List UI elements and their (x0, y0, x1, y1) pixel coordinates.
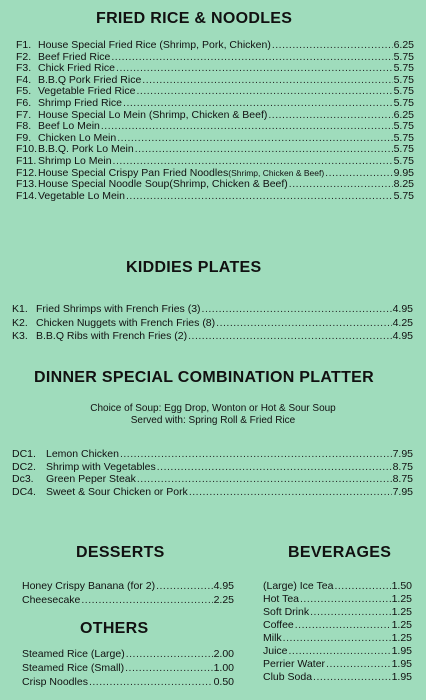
leader-dots (216, 317, 391, 329)
item-name: Beef Fried Rice (38, 50, 111, 63)
menu-item-row (16, 155, 414, 167)
item-name: Steamed Rice (Small) (22, 662, 125, 674)
leader-dots (283, 632, 391, 644)
item-name: Juice (263, 645, 288, 657)
menu-item-row (16, 74, 414, 86)
item-price: 1.95 (391, 658, 412, 670)
item-price: 5.75 (393, 50, 414, 63)
item-name: Sweet & Sour Chicken or Pork (46, 485, 188, 498)
item-price: 6.25 (393, 39, 414, 51)
menu-item-row (16, 167, 414, 179)
menu-item-row (22, 648, 234, 660)
menu-item-row (12, 303, 413, 315)
item-name: Coffee (263, 619, 294, 631)
item-code: F14. (16, 189, 38, 202)
leader-dots (272, 39, 393, 51)
item-code: F11. (16, 155, 37, 167)
item-name: Honey Crispy Banana (for 2) (22, 580, 156, 592)
item-code: F9. (16, 131, 32, 144)
item-name: Crisp Noodles (22, 676, 88, 688)
item-name: Perrier Water (263, 658, 326, 670)
leader-dots (89, 676, 213, 688)
menu-item-row (12, 448, 413, 460)
leader-dots (136, 85, 392, 97)
item-price: 1.25 (391, 606, 412, 618)
item-code: DC2. (12, 460, 36, 473)
leader-dots (300, 593, 391, 605)
item-name: Shrimp Fried Rice (38, 97, 123, 109)
leader-dots (325, 167, 392, 179)
item-name: Cheesecake (22, 594, 81, 606)
menu-item-row (16, 97, 414, 109)
item-code: K2. (12, 316, 28, 329)
item-price: 4.95 (213, 580, 234, 592)
item-name: House Special Noodle Soup(Shrimp, Chicken & Beef) (38, 178, 288, 191)
menu-item-row (16, 178, 414, 190)
item-code: F7. (16, 108, 32, 121)
item-price: 5.75 (393, 62, 414, 75)
item-code: F2. (16, 50, 32, 63)
item-name: House Special Lo Mein (Shrimp, Chicken & Beef) (38, 108, 268, 121)
item-price: 8.75 (392, 460, 413, 473)
menu-item-row (16, 190, 414, 202)
leader-dots (189, 486, 392, 498)
menu-item-row (16, 39, 414, 51)
item-name: B.B.Q. Pork Lo Mein (38, 143, 134, 156)
menu-item-row (263, 671, 412, 683)
item-name: Milk (263, 632, 282, 644)
item-name: Club Soda (263, 671, 313, 683)
menu-item-row (263, 619, 412, 631)
item-name: Green Peper Steak (46, 473, 136, 485)
item-name: Shrimp Lo Mein (38, 155, 112, 167)
menu-item-row (16, 62, 414, 74)
menu-item-row (22, 594, 234, 606)
leader-dots (268, 109, 392, 121)
menu-item-row (22, 662, 234, 674)
leader-dots (289, 645, 391, 657)
desserts-heading: DESSERTS (76, 544, 165, 561)
item-code: F3. (16, 62, 32, 75)
item-price: 8.25 (393, 178, 414, 191)
item-code: F13. (16, 178, 38, 191)
leader-dots (113, 155, 393, 167)
item-price: 5.75 (393, 143, 414, 156)
item-name: Chicken Nuggets with French Fries (8) (36, 316, 216, 329)
leader-dots (326, 658, 391, 670)
leader-dots (101, 120, 393, 132)
item-code: Dc3. (12, 473, 34, 485)
menu-item-row (16, 85, 414, 97)
leader-dots (156, 580, 213, 592)
item-name: Chick Fried Rice (38, 62, 116, 75)
others-heading: OTHERS (80, 620, 149, 637)
leader-dots (157, 461, 392, 473)
leader-dots (81, 594, 212, 606)
leader-dots (123, 97, 393, 109)
served-with-note: Served with: Spring Roll & Fried Rice (130, 415, 296, 426)
item-name-detail: (Shrimp, Chicken & Beef) (228, 167, 325, 178)
item-price: 9.95 (393, 166, 414, 179)
menu-item-row (263, 658, 412, 670)
menu-item-row (22, 580, 234, 592)
item-price: 7.95 (392, 485, 413, 498)
leader-dots (334, 580, 390, 592)
menu-item-row (16, 120, 414, 132)
item-code: F6. (16, 97, 32, 109)
leader-dots (310, 606, 390, 618)
leader-dots (125, 662, 212, 674)
leader-dots (117, 132, 392, 144)
item-price: 7.95 (392, 448, 413, 460)
leader-dots (116, 62, 393, 74)
menu-item-row (12, 486, 413, 498)
item-price: 5.75 (393, 97, 414, 109)
menu-item-row (12, 473, 413, 485)
item-name: Vegetable Lo Mein (38, 189, 125, 202)
item-price: 4.95 (392, 330, 413, 342)
leader-dots (135, 143, 393, 155)
item-name: Hot Tea (263, 593, 299, 605)
leader-dots (137, 473, 392, 485)
leader-dots (120, 448, 392, 460)
leader-dots (313, 671, 391, 683)
leader-dots (289, 178, 393, 190)
leader-dots (111, 51, 392, 63)
menu-item-row (263, 632, 412, 644)
item-price: 5.75 (393, 131, 414, 144)
item-name: Steamed Rice (Large) (22, 648, 125, 660)
leader-dots (126, 190, 393, 202)
menu-item-row (263, 645, 412, 657)
item-name: (Large) Ice Tea (263, 580, 334, 592)
item-code: K1. (12, 303, 28, 315)
item-code: F4. (16, 73, 32, 86)
item-price: 4.25 (392, 316, 413, 329)
menu-item-row (263, 593, 412, 605)
item-price: 1.00 (213, 662, 234, 674)
soup-choice-note: Choice of Soup: Egg Drop, Wonton or Hot & Sour Soup (90, 403, 336, 414)
item-name: B.B.Q Ribs with French Fries (2) (36, 330, 188, 342)
item-price: 1.95 (391, 645, 412, 657)
item-name: House Special Fried Rice (Shrimp, Pork, Chicken) (38, 39, 271, 51)
item-price: 5.75 (393, 189, 414, 202)
item-code: DC4. (12, 485, 36, 498)
item-code: F10. (16, 143, 38, 156)
item-name: Lemon Chicken (46, 448, 119, 460)
dinner-heading: DINNER SPECIAL COMBINATION PLATTER (34, 369, 374, 386)
menu-item-row (12, 461, 413, 473)
item-code: F5. (16, 85, 32, 98)
menu-item-row (12, 330, 413, 342)
item-price: 6.25 (393, 108, 414, 121)
menu-item-row (16, 109, 414, 121)
item-price: 2.00 (213, 648, 234, 660)
menu-item-row (12, 317, 413, 329)
leader-dots (295, 619, 391, 631)
item-name: Beef Lo Mein (38, 120, 100, 133)
item-price: 4.95 (392, 303, 413, 315)
kiddies-heading: KIDDIES PLATES (126, 259, 262, 276)
item-code: F12. (16, 166, 38, 179)
leader-dots (188, 330, 391, 342)
leader-dots (126, 648, 213, 660)
item-code: F8. (16, 120, 32, 133)
item-price: 8.75 (392, 473, 413, 485)
item-price: 5.75 (393, 120, 414, 133)
item-code: K3. (12, 330, 28, 342)
item-price: 1.25 (391, 632, 412, 644)
fried-rice-heading: FRIED RICE & NOODLES (96, 10, 293, 27)
item-name: Fried Shrimps with French Fries (3) (36, 303, 201, 315)
item-price: 1.25 (391, 593, 412, 605)
item-price: 5.75 (393, 73, 414, 86)
item-name: B.B.Q Pork Fried Rice (38, 73, 142, 86)
menu-item-row (16, 143, 414, 155)
item-price: 2.25 (213, 594, 234, 606)
menu-item-row (16, 51, 414, 63)
menu-item-row (263, 580, 412, 592)
item-name: Soft Drink (263, 606, 310, 618)
item-price: 1.95 (391, 671, 412, 683)
menu-item-row (22, 676, 234, 688)
item-name: Shrimp with Vegetables (46, 460, 156, 473)
item-code: F1. (16, 39, 32, 51)
item-name: Vegetable Fried Rice (38, 85, 136, 98)
item-name: House Special Crispy Pan Fried Noodles (38, 166, 229, 179)
leader-dots (202, 303, 392, 315)
item-price: 0.50 (213, 676, 234, 688)
beverages-heading: BEVERAGES (288, 544, 392, 561)
leader-dots (142, 74, 392, 86)
menu-item-row (263, 606, 412, 618)
item-price: 1.25 (391, 619, 412, 631)
item-name: Chicken Lo Mein (38, 131, 117, 144)
item-price: 5.75 (393, 85, 414, 98)
item-code: DC1. (12, 448, 36, 460)
item-price: 5.75 (393, 155, 414, 167)
menu-item-row (16, 132, 414, 144)
item-price: 1.50 (391, 580, 412, 592)
